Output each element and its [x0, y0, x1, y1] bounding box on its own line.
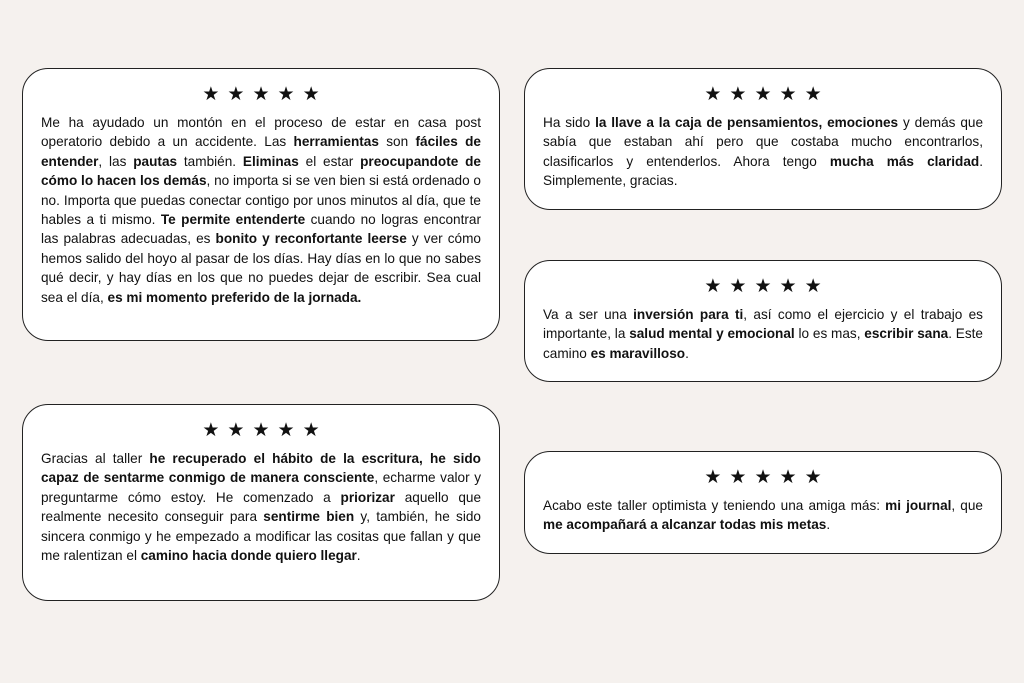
star-icon: ★: [804, 276, 822, 297]
star-icon: ★: [302, 420, 320, 441]
review-highlight: bonito y reconfortante leerse: [215, 231, 407, 247]
star-icon: ★: [779, 276, 797, 297]
review-highlight: escribir sana: [864, 326, 949, 342]
star-rating: [41, 85, 481, 105]
review-text: [543, 305, 983, 363]
star-icon: ★: [704, 467, 722, 488]
review-highlight: camino hacia donde quiero llegar: [140, 548, 357, 564]
review-highlight: me acompañará a alcanzar todas mis metas: [543, 517, 827, 533]
review-highlight: Eliminas: [242, 153, 299, 169]
review-highlight: Te permite entenderte: [160, 212, 306, 228]
star-rating: [543, 468, 983, 488]
review-segment: el estar: [298, 153, 361, 169]
review-highlight: es maravilloso: [590, 345, 686, 361]
star-icon: ★: [252, 420, 270, 441]
review-segment: y ver cómo hemos salido del hoyo al pasar de los días. Hay días en lo que no sabes qué decir, y hay días en los que no puedes dejar de escribir. Sea cual sea el día,: [41, 231, 481, 305]
star-icon: ★: [729, 84, 747, 105]
review-segment: .: [685, 345, 689, 361]
review-highlight: salud mental y emocional: [629, 326, 795, 342]
star-icon: ★: [779, 84, 797, 105]
review-highlight: pautas: [133, 153, 178, 169]
review-highlight: preocupandote de cómo lo hacen los demás: [41, 153, 481, 189]
star-icon: ★: [779, 467, 797, 488]
star-icon: ★: [754, 84, 772, 105]
review-highlight: sentirme bien: [263, 509, 355, 525]
review-segment: cuando no logras encontrar las palabras adecuadas, es: [41, 212, 481, 247]
review-segment: Ha sido: [543, 115, 596, 130]
review-highlight: la llave a la caja de pensamientos, emociones: [595, 115, 899, 130]
star-icon: ★: [202, 420, 220, 441]
review-highlight: mi journal: [885, 498, 952, 513]
review-text: [543, 496, 983, 535]
review-highlight: priorizar: [340, 489, 395, 505]
review-segment: .: [826, 517, 831, 533]
star-icon: ★: [302, 84, 320, 105]
star-icon: ★: [704, 276, 722, 297]
review-segment: Va a ser una: [543, 307, 634, 322]
review-segment: .: [356, 548, 361, 564]
star-icon: ★: [704, 84, 722, 105]
review-segment: son: [378, 134, 416, 150]
review-segment: Me ha ayudado un montón en el proceso de estar en casa post operatorio debido a un accidente. Las: [41, 115, 481, 150]
review-highlight: he recuperado el hábito de la escritura, he sido capaz de sentarme conmigo de manera consciente: [41, 451, 481, 486]
review-segment: y, también, he sido sincera conmigo y he empezado a modificar las cositas que fallan y que me ralentizan el: [41, 509, 481, 564]
star-rating: [41, 421, 481, 441]
star-rating: [543, 85, 983, 105]
star-icon: ★: [754, 467, 772, 488]
review-segment: lo es mas,: [794, 326, 865, 342]
star-icon: ★: [729, 276, 747, 297]
review-segment: aquello que realmente necesito conseguir para: [41, 489, 482, 525]
star-icon: ★: [227, 420, 245, 441]
review-segment: , así como el ejercicio y el trabajo es importante, la: [543, 307, 983, 342]
review-segment: , las: [98, 153, 134, 169]
review-text: [41, 449, 481, 565]
review-highlight: es mi momento preferido de la jornada.: [107, 289, 362, 305]
review-highlight: mucha más claridad: [829, 153, 980, 169]
review-card: [524, 260, 1002, 382]
review-segment: Gracias al taller: [41, 451, 150, 466]
review-card: [22, 68, 500, 341]
review-text: [41, 113, 481, 307]
star-icon: ★: [729, 467, 747, 488]
review-segment: , echarme valor y preguntarme cómo estoy. He comenzado a: [41, 470, 481, 505]
review-segment: y demás que sabía que estaban ahí pero que costaba mucho encontrarlos, clasificarlos y entenderlos. Ahora tengo: [543, 115, 984, 169]
review-card: [524, 68, 1002, 210]
star-icon: ★: [202, 84, 220, 105]
review-segment: , que: [951, 498, 983, 513]
review-card: [524, 451, 1002, 554]
review-card: [22, 404, 500, 601]
review-segment: también.: [177, 153, 243, 169]
star-icon: ★: [252, 84, 270, 105]
review-highlight: herramientas: [293, 134, 379, 150]
star-icon: ★: [277, 84, 295, 105]
review-segment: . Este camino: [543, 326, 983, 361]
review-text: [543, 113, 983, 191]
star-icon: ★: [804, 467, 822, 488]
review-segment: , no importa si se ven bien si está ordenado o no. Importa que puedas conectar contigo por unos minutos al día, que te hables a ti mismo.: [41, 173, 481, 228]
star-rating: [543, 277, 983, 297]
star-icon: ★: [227, 84, 245, 105]
star-icon: ★: [804, 84, 822, 105]
star-icon: ★: [277, 420, 295, 441]
star-icon: ★: [754, 276, 772, 297]
review-highlight: fáciles de entender: [41, 134, 481, 169]
review-segment: . Simplemente, gracias.: [543, 153, 983, 189]
review-segment: Acabo este taller optimista y teniendo una amiga más:: [543, 498, 886, 513]
review-highlight: inversión para ti: [633, 307, 744, 322]
